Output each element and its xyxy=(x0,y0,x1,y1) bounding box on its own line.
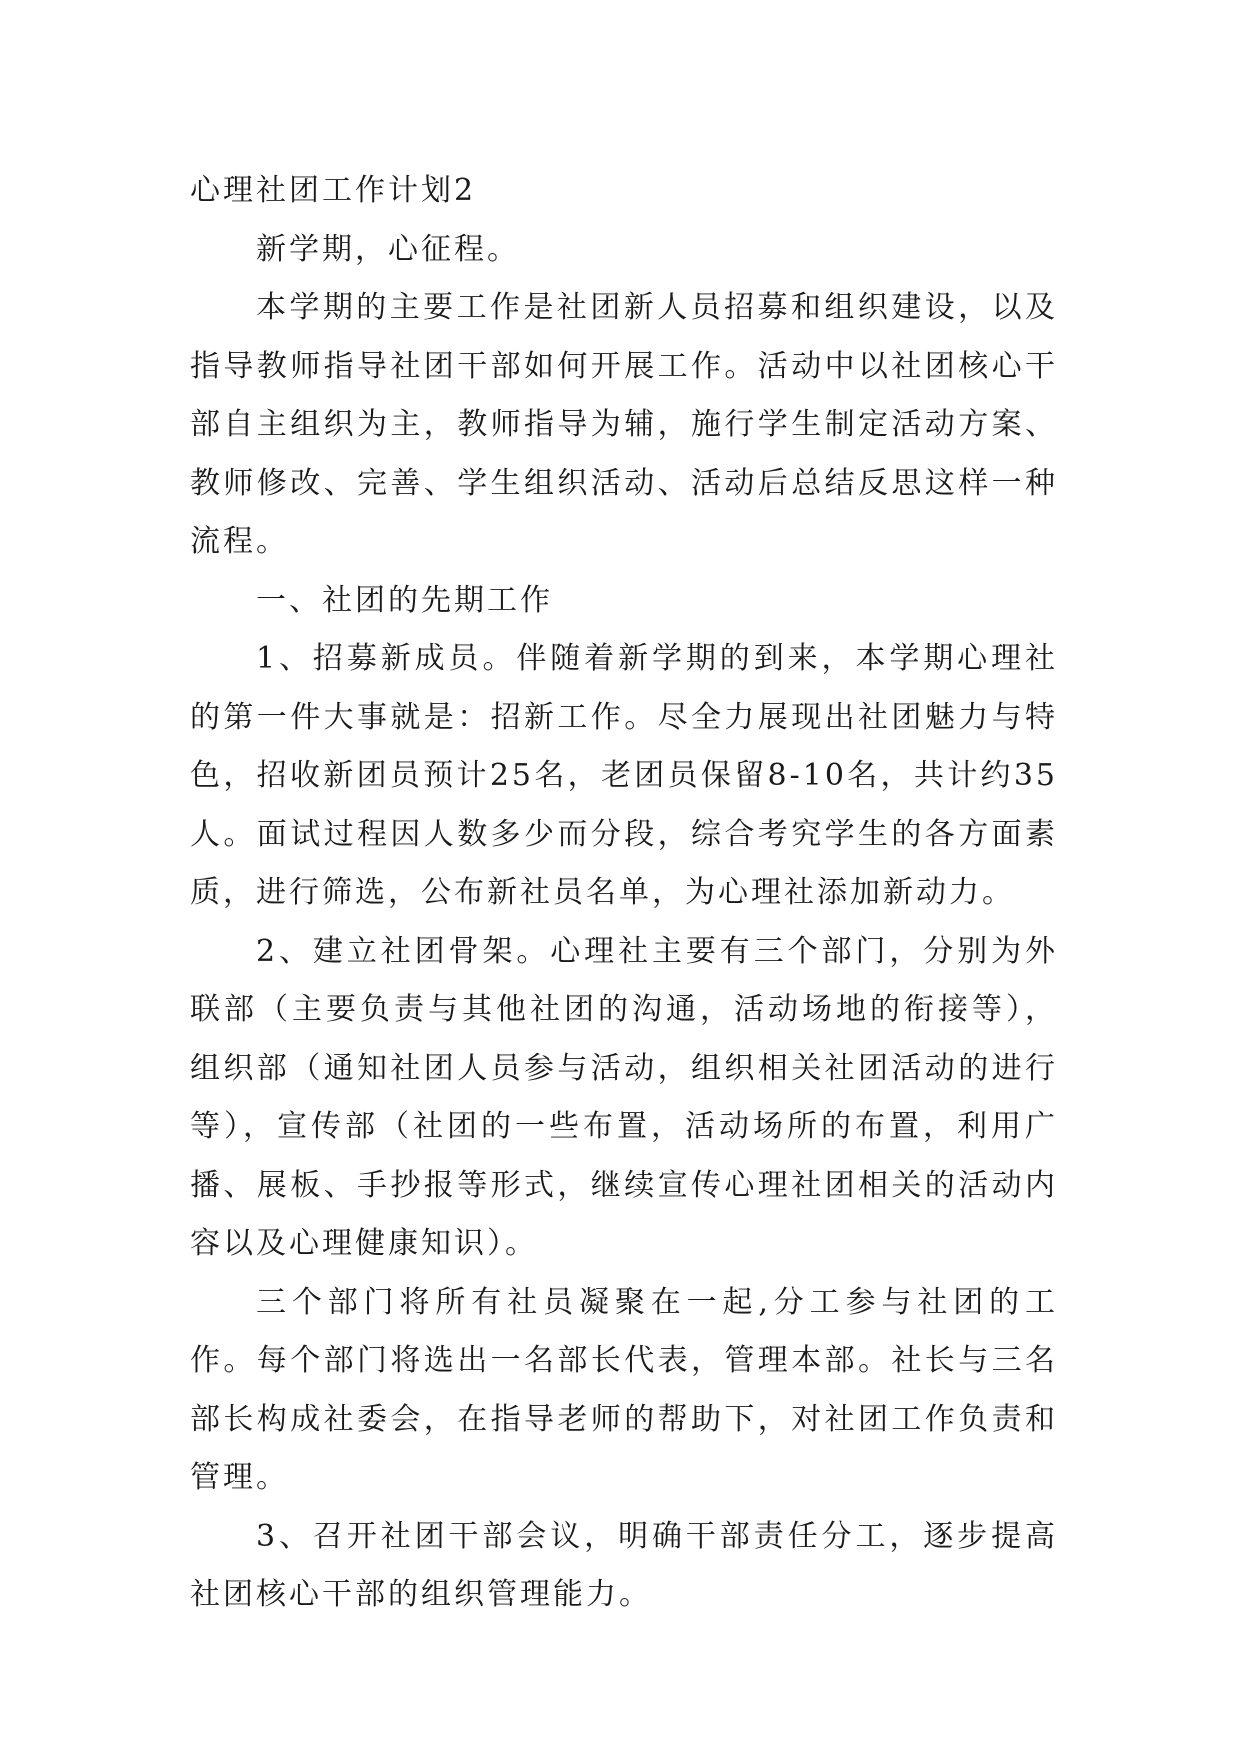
section-heading-early-work: 一、社团的先期工作 xyxy=(256,582,553,618)
paragraph-main-work: 本学期的主要工作是社团新人员招募和组织建设，以及指导教师指导社团干部如何开展工作。活动中以社团核心干部自主组织为主，教师指导为辅，施行学生制定活动方案、教师修改、完善、学生组织活动、活动后总结反思这样一种流程。 xyxy=(190,290,1058,559)
document-title: 心理社团工作计划2 xyxy=(190,173,477,208)
paragraph-structure: 2、建立社团骨架。心理社主要有三个部门，分别为外联部（主要负责与其他社团的沟通，活动场地的衔接等），组织部（通知社团人员参与活动，组织相关社团活动的进行等），宣传部（社团的一些布置，活动场所的布置，利用广播、展板、手抄报等形式，继续宣传心理社团相关的活动内容以及心理健康知识）。 xyxy=(190,933,1058,1261)
paragraph-departments: 三个部门将所有社员凝聚在一起,分工参与社团的工作。每个部门将选出一名部长代表，管理本部。社长与三名部长构成社委会，在指导老师的帮助下，对社团工作负责和管理。 xyxy=(190,1284,1058,1495)
paragraph-recruitment: 1、招募新成员。伴随着新学期的到来，本学期心理社的第一件大事就是：招新工作。尽全力展现出社团魅力与特色，招收新团员预计25名，老团员保留8-10名，共计约35人。面试过程因人数多少而分段，综合考究学生的各方面素质，进行筛选，公布新社员名单，为心理社添加新动力。 xyxy=(190,641,1058,910)
paragraph-intro: 新学期，心征程。 xyxy=(256,231,520,267)
paragraph-meeting: 3、召开社团干部会议，明确干部责任分工，逐步提高社团核心干部的组织管理能力。 xyxy=(190,1518,1058,1612)
document-body xyxy=(190,162,1058,1625)
